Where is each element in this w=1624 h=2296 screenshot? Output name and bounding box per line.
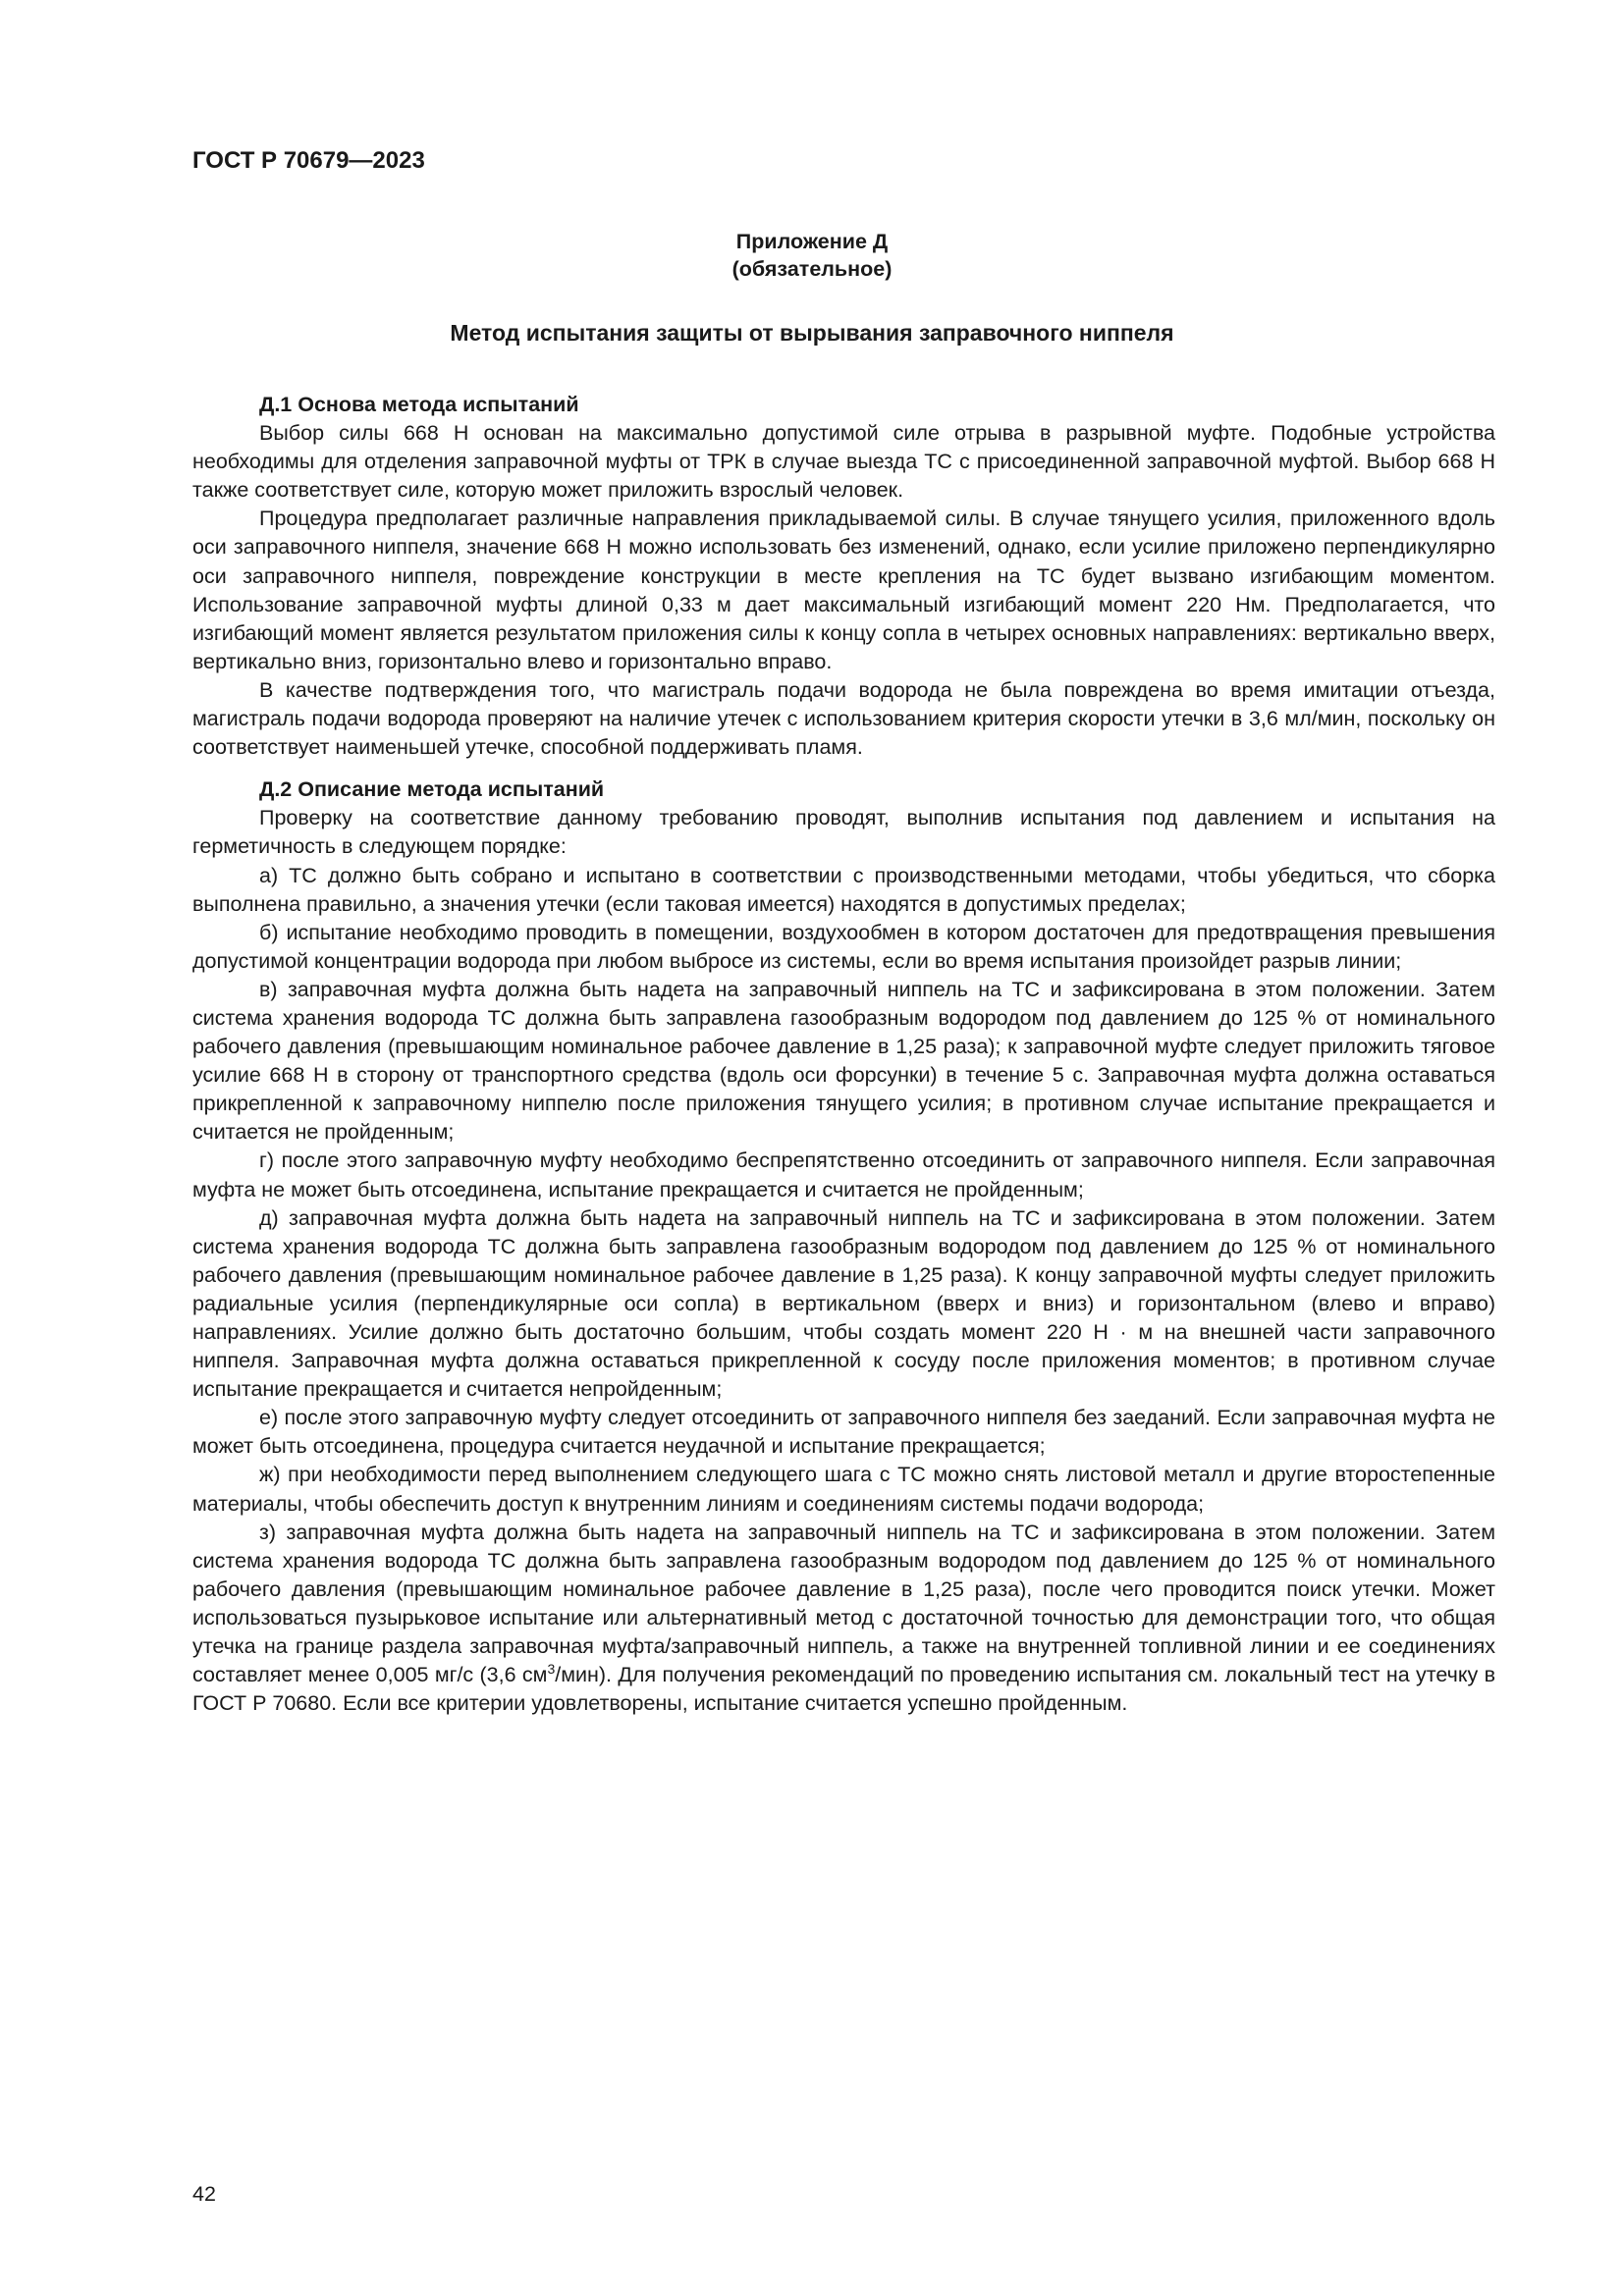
list-item-e: е) после этого заправочную муфту следует отсоединить от заправочного ниппеля без заеданий. Если заправочная муфта не может быть отсоединена, процедура считается неудачной и испытание прекращается; xyxy=(192,1406,1495,1459)
list-item-b: б) испытание необходимо проводить в помещении, воздухообмен в котором достаточен для предотвращения превышения допустимой концентрации водорода при любом выбросе из системы, если во время испытания произойдет разрыв линии; xyxy=(192,920,1495,973)
list-item-z-text: з) заправочная муфта должна быть надета на заправочный ниппель на ТС и зафиксирована в этом положении. Затем система хранения водорода ТС должна быть заправлена газообразным водородом под давлением до 125 % от номинального рабочего давления (превышающим номинальное рабочее давление в 1,25 раза), после чего проводится поиск утечки. Может использоваться пузырьковое испытание или альтернативный метод с достаточной точностью для демонстрации того, что общая утечка на границе раздела заправочная муфта/заправочный ниппель, а также на внутренней топливной линии и ее соединениях составляет менее 0,005 мг/с (3,6 см xyxy=(192,1520,1495,1687)
paragraph: Выбор силы 668 Н основан на максимально допустимой силе отрыва в разрывной муфте. Подобные устройства необходимы для отделения заправочной муфты от ТРК в случае выезда ТС с присоединенной заправочной муфтой. Выбор 668 Н также соответствует силе, которую может приложить взрослый человек. xyxy=(192,421,1495,503)
method-title: Метод испытания защиты от вырывания заправочного ниппеля xyxy=(450,320,1174,346)
list-item-zh: ж) при необходимости перед выполнением следующего шага с ТС можно снять листовой металл и другие второстепенные материалы, чтобы обеспечить доступ к внутренним линиям и соединениям системы подачи водорода; xyxy=(192,1463,1495,1516)
list-item-v: в) заправочная муфта должна быть надета на заправочный ниппель на ТС и зафиксирована в этом положении. Затем система хранения водорода ТС должна быть заправлена газообразным водородом под давлением до 125 % от номинального рабочего давления (превышающим номинальное рабочее давление в 1,25 раза); к заправочной муфте следует приложить тяговое усилие 668 Н в сторону от транспортного средства (вдоль оси форсунки) в течение 5 с. Заправочная муфта должна оставаться прикрепленной к заправочному ниппелю после приложения тянущего усилия; в противном случае испытание прекращается и считается не пройденным; xyxy=(192,977,1495,1145)
annex-label: Приложение Д xyxy=(735,230,889,253)
paragraph: В качестве подтверждения того, что магистраль подачи водорода не была повреждена во время имитации отъезда, магистраль подачи водорода проверяют на наличие утечек с использованием критерия скорости утечки в 3,6 мл/мин, поскольку он соответствует наименьшей утечке, способной поддерживать пламя. xyxy=(192,677,1495,760)
list-item-z xyxy=(192,1519,1495,1719)
paragraph: Процедура предполагает различные направления прикладываемой силы. В случае тянущего усилия, приложенного вдоль оси заправочного ниппеля, значение 668 Н можно использовать без изменений, однако, если усилие приложено перпендикулярно оси заправочного ниппеля, повреждение конструкции в месте крепления на ТС будет вызвано изгибающим моментом. Использование заправочной муфты длиной 0,33 м дает максимальный изгибающий момент 220 Нм. Предполагается, что изгибающий момент является результатом приложения силы к концу сопла в четырех основных направлениях: вертикально вверх, вертикально вниз, горизонтально влево и горизонтально вправо. xyxy=(192,507,1495,673)
annex-status: (обязательное) xyxy=(731,257,893,281)
section-heading-d1: Д.1 Основа метода испытаний xyxy=(259,393,579,416)
document-body xyxy=(192,391,1495,1718)
page-number: 42 xyxy=(192,2182,216,2206)
page-header-standard: ГОСТ Р 70679—2023 xyxy=(192,147,425,174)
superscript: 3 xyxy=(547,1660,556,1677)
list-item-d: д) заправочная муфта должна быть надета на заправочный ниппель на ТС и зафиксирована в этом положении. Затем система хранения водорода ТС должна быть заправлена газообразным водородом под давлением до 125 % от номинального рабочего давления (превышающим номинальное рабочее давление в 1,25 раза). К концу заправочной муфты следует приложить радиальные усилия (перпендикулярные оси сопла) в вертикальном (вверх и вниз) и горизонтальном (влево и вправо) направлениях. Усилие должно быть достаточно большим, чтобы создать момент 220 Н · м на внешней части заправочного ниппеля. Заправочная муфта должна оставаться прикрепленной к сосуду после приложения моментов; в противном случае испытание прекращается и считается непройденным; xyxy=(192,1205,1495,1402)
annex-heading xyxy=(0,228,1624,283)
list-item-g: г) после этого заправочную муфту необходимо беспрепятственно отсоединить от заправочного ниппеля. Если заправочная муфта не может быть отсоединена, испытание прекращается и считается не пройденным; xyxy=(192,1148,1495,1201)
list-item-z-text-end: /мин). Для получения рекомендаций по проведению испытания см. локальный тест на утечку в ГОСТ Р 70680. Если все критерии удовлетворены, испытание считается успешно пройденным. xyxy=(192,1663,1495,1716)
list-item-a: а) ТС должно быть собрано и испытано в соответствии с производственными методами, чтобы убедиться, что сборка выполнена правильно, а значения утечки (если таковая имеется) находятся в допустимых пределах; xyxy=(192,863,1495,916)
section-heading-d2: Д.2 Описание метода испытаний xyxy=(259,777,605,802)
paragraph: Проверку на соответствие данному требованию проводят, выполнив испытания под давлением и испытания на герметичность в следующем порядке: xyxy=(192,806,1495,859)
